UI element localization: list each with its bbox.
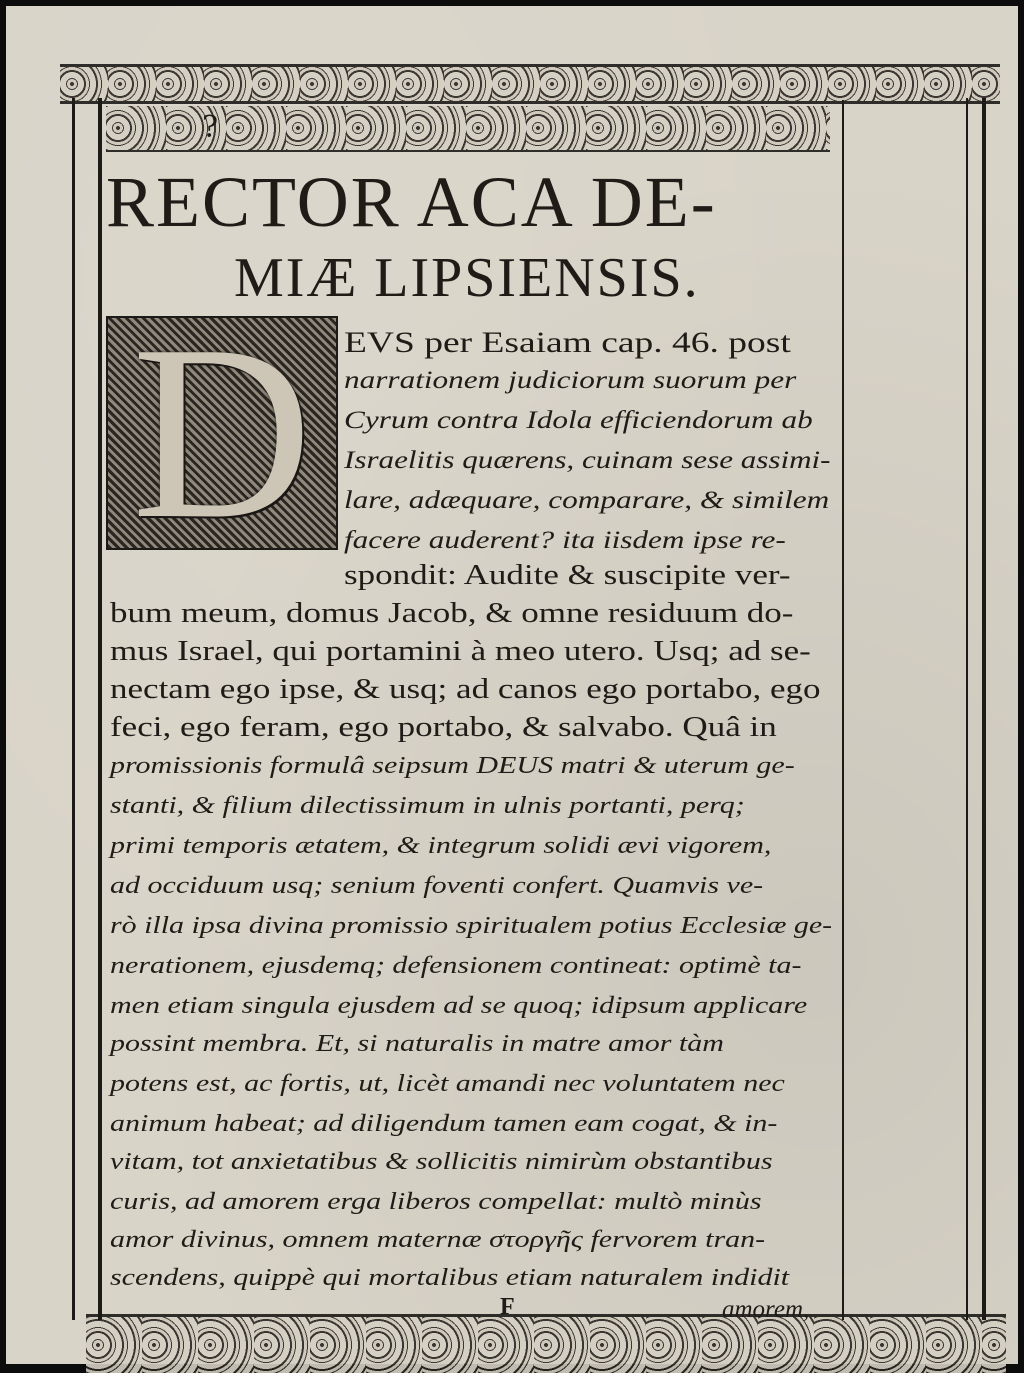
signature-mark: F [500,1294,515,1320]
initial-letter: D [131,294,313,571]
page-title-line2: MIÆ LIPSIENSIS. [234,247,700,309]
text-line: nectam ego ipse, & usq; ad canos ego portabo, ego [110,674,821,705]
text-line: Israelitis quærens, cuinam sese assimi- [344,447,831,474]
book-page [6,6,1018,1364]
text-line: lare, adæquare, comparare, & similem [344,487,830,514]
text-line: vitam, tot anxietatibus & sollicitis nimirùm obstantibus [110,1149,773,1175]
text-line: spondit: Audite & suscipite ver- [344,560,791,591]
text-line: facere auderent? ita iisdem ipse re- [344,527,786,554]
text-line: potens est, ac fortis, ut, licèt amandi nec voluntatem nec [110,1071,785,1097]
text-line: bum meum, domus Jacob, & omne residuum do- [110,598,794,629]
text-line: promissionis formulâ seipsum DEUS matri & uterum ge- [110,753,795,779]
text-line: mus Israel, qui portamini à meo utero. Usq; ad se- [110,636,811,667]
text-line: curis, ad amorem erga liberos compellat: multò minùs [110,1189,762,1215]
bottom-ornament-border [86,1314,1006,1373]
text-line: ad occiduum usq; senium foventi confert. Quamvis ve- [110,873,764,899]
text-line: nerationem, ejusdemq; defensionem contineat: optimè ta- [110,953,802,979]
text-line: stanti, & filium dilectissimum in ulnis portanti, perq; [110,793,745,819]
text-line: rò illa ipsa divina promissio spiritualem potius Ecclesiæ ge- [110,913,833,939]
text-line: amor divinus, omnem maternæ στοργῆς fervorem tran- [110,1227,766,1253]
text-line: primi temporis ætatem, & integrum solidi ævi vigorem, [110,833,772,859]
catchword: amorem, [722,1296,810,1323]
text-line: feci, ego feram, ego portabo, & salvabo. Quâ in [110,712,777,743]
text-line: EVS per Esaiam cap. 46. post [344,326,791,359]
decorated-initial [106,294,338,571]
text-line: possint membra. Et, si naturalis in matre amor tàm [110,1031,724,1057]
ornament-mark: ? [202,110,219,145]
text-line: men etiam singula ejusdem ad se quoq; idipsum applicare [110,993,808,1019]
text-line: narrationem judiciorum suorum per [344,367,797,394]
right-outer-rule [982,98,986,1320]
text-column-rule [842,100,844,1320]
left-inner-rule [98,98,102,1320]
left-outer-rule [72,98,75,1320]
right-inner-rule [966,98,968,1320]
text-line: Cyrum contra Idola efficiendorum ab [344,407,813,434]
text-line: animum habeat; ad diligendum tamen eam cogat, & in- [110,1111,778,1137]
page-title-line1: RECTOR ACA DE- [106,162,717,242]
top-ornament-border [60,64,1000,104]
text-line: scendens, quippè qui mortalibus etiam naturalem indidit [110,1265,790,1291]
